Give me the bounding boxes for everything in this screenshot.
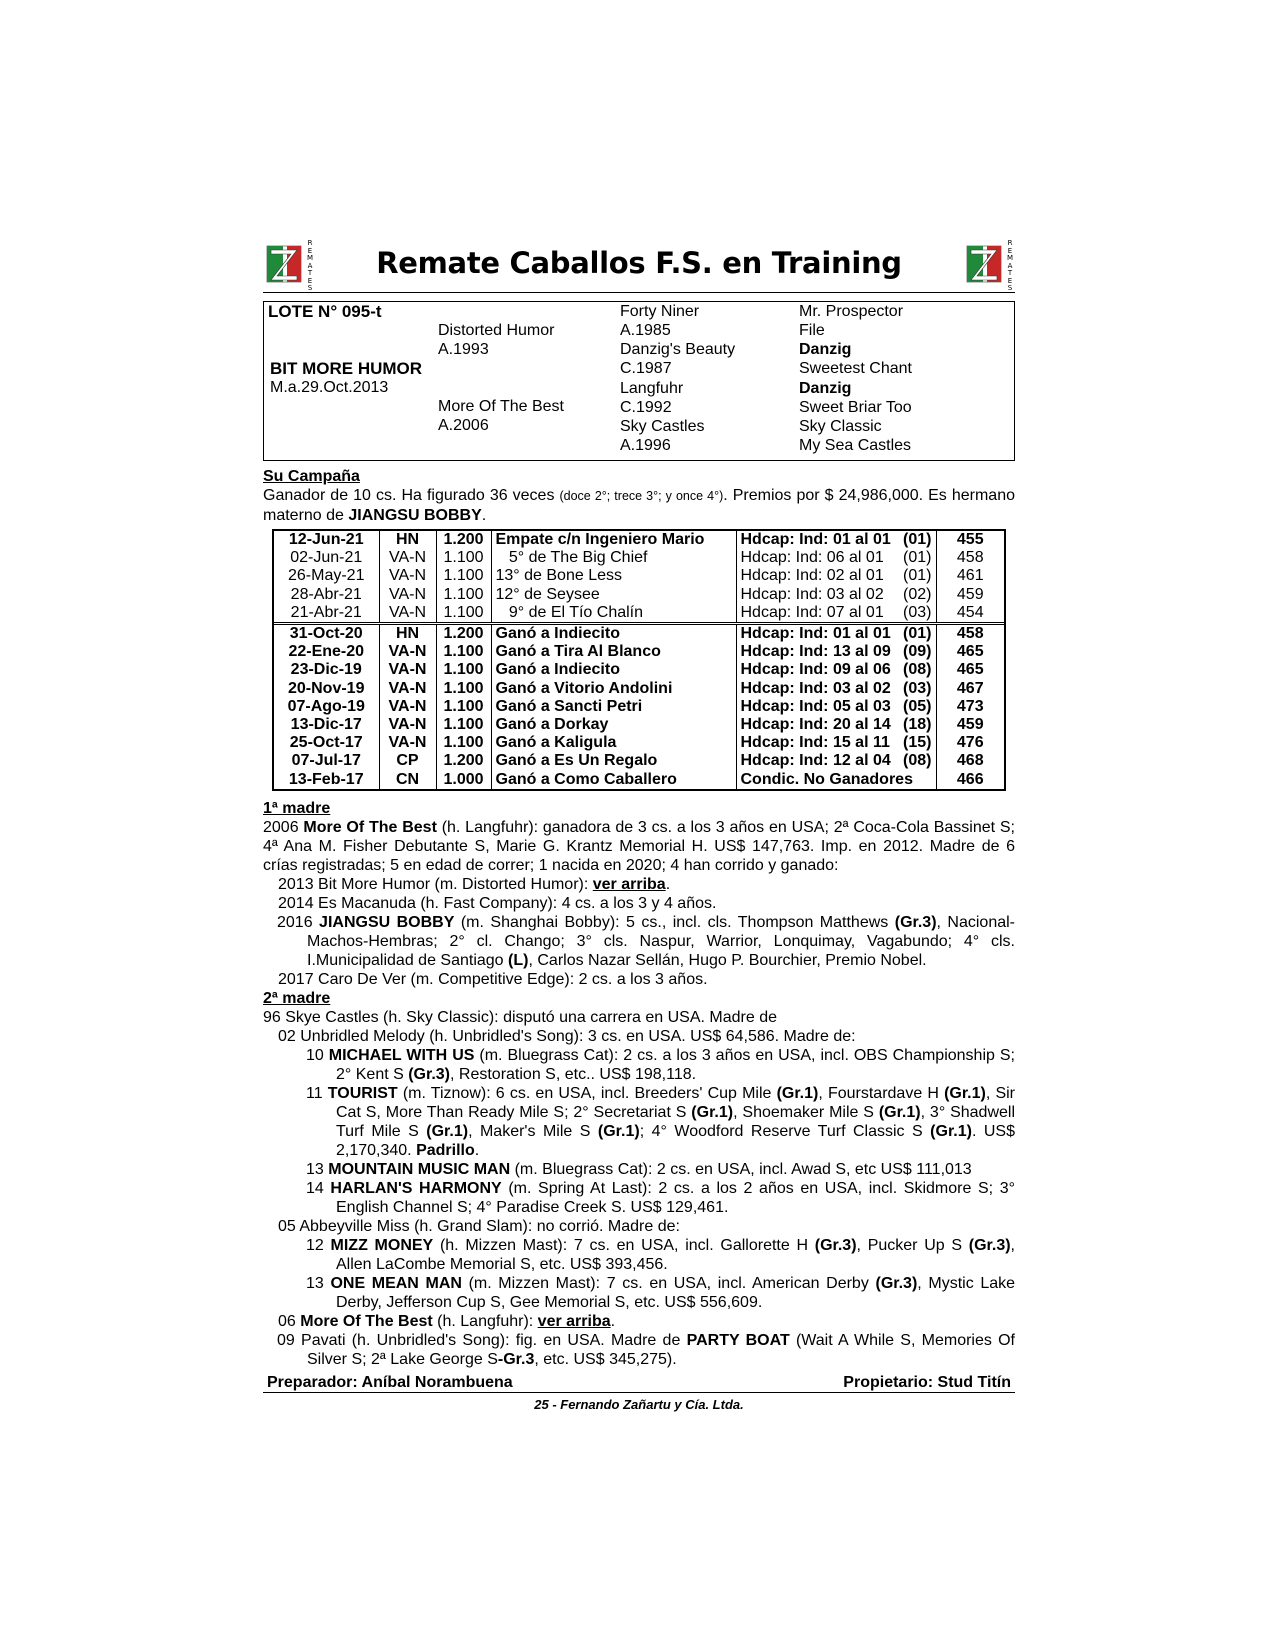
- race-condition: Hdcap: Ind: 06 al 01 (01): [736, 549, 936, 567]
- race-track: VA-N: [379, 567, 436, 585]
- sire-name: Distorted Humor: [438, 322, 555, 339]
- race-distance: 1.100: [436, 604, 491, 624]
- race-date: 13-Dic-17: [274, 716, 379, 734]
- race-track: VA-N: [379, 549, 436, 567]
- madre1-section: [263, 799, 1015, 989]
- lote-number: LOTE N° 095-t: [268, 302, 382, 321]
- race-condition: Hdcap: Ind: 01 al 01 (01): [736, 531, 936, 549]
- race-distance: 1.200: [436, 752, 491, 770]
- page-title: Remate Caballos F.S. en Training: [376, 246, 902, 280]
- race-distance: 1.100: [436, 716, 491, 734]
- race-row: [274, 734, 1004, 752]
- ped-c4: Sweet Briar Too: [799, 399, 912, 416]
- race-row: [274, 680, 1004, 698]
- page: [263, 240, 1015, 1412]
- madre2-a1: 02 Unbridled Melody (h. Unbridled's Song): 3 cs. en USA. US$ 64,586. Madre de:: [278, 1027, 856, 1045]
- race-row: [274, 531, 1004, 549]
- race-weight: 455: [956, 531, 984, 548]
- race-row: [274, 698, 1004, 716]
- race-date: 07-Ago-19: [274, 698, 379, 716]
- pedigree-box: [263, 301, 1015, 461]
- race-date: 07-Jul-17: [274, 752, 379, 770]
- madre2-a2: 05 Abbeyville Miss (h. Grand Slam): no corrió. Madre de:: [278, 1217, 680, 1235]
- race-distance: 1.100: [436, 734, 491, 752]
- ped-c3: A.1996: [620, 437, 671, 454]
- madre2-a1-4: 14 HARLAN'S HARMONY (m. Spring At Last): 2 cs. a los 2 años en USA, incl. Skidmore S; 3° English Channel S; 4° Paradise Creek S. US$ 129,461.: [306, 1179, 1016, 1216]
- race-row: [274, 643, 1004, 661]
- race-result: Ganó a Como Caballero: [491, 771, 736, 789]
- race-condition: Condic. No Ganadores: [736, 771, 936, 789]
- ped-c4: Sweetest Chant: [799, 360, 912, 377]
- race-row: [274, 752, 1004, 770]
- logo-text-left: R E M A T E S: [306, 239, 314, 292]
- ped-c3: Langfuhr: [620, 380, 684, 397]
- race-date: 28-Abr-21: [274, 586, 379, 604]
- race-track: VA-N: [379, 586, 436, 604]
- race-result: 5° de The Big Chief: [491, 549, 736, 567]
- madre1-l4: 2017 Caro De Ver (m. Competitive Edge): 2 cs. a los 3 años.: [278, 970, 708, 988]
- race-weight: 467: [956, 679, 984, 697]
- madre2-p1: 96 Skye Castles (h. Sky Classic): disputó una carrera en USA. Madre de: [263, 1008, 777, 1026]
- ped-c4: Sky Classic: [799, 418, 882, 435]
- race-condition: Hdcap: Ind: 09 al 06 (08): [736, 661, 936, 679]
- race-row: [274, 771, 1004, 789]
- madre2-a1-2: 11 TOURIST (m. Tiznow): 6 cs. en USA, incl. Breeders' Cup Mile (Gr.1), Fourstardave H (Gr.1), Sir Cat S, More Than Ready Mile S; 2° Secretariat S (Gr.1), Shoemaker Mile S (Gr.1), 3° Shadwell Turf Mile S (Gr.1), Maker's Mile S (Gr.1); 4° Woodford Reserve Turf Classic S (Gr.1). US$ 2,170,340. Padrillo.: [306, 1084, 1016, 1159]
- race-result: 13° de Bone Less: [491, 567, 736, 585]
- race-date: 21-Abr-21: [274, 604, 379, 624]
- race-date: 20-Nov-19: [274, 680, 379, 698]
- race-weight: 461: [956, 567, 984, 585]
- dam-year: A.2006: [438, 417, 489, 434]
- race-distance: 1.100: [436, 698, 491, 716]
- race-distance: 1.100: [436, 586, 491, 604]
- ped-c3: Forty Niner: [620, 303, 700, 320]
- race-date: 26-May-21: [274, 567, 379, 585]
- race-distance: 1.200: [436, 531, 491, 549]
- race-condition: Hdcap: Ind: 02 al 01 (01): [736, 567, 936, 585]
- race-result: Ganó a Indiecito: [491, 661, 736, 679]
- race-weight: 473: [956, 697, 984, 715]
- race-result: Ganó a Dorkay: [491, 716, 736, 734]
- race-track: VA-N: [379, 698, 436, 716]
- ped-c3: Danzig's Beauty: [620, 341, 736, 358]
- ped-c3: A.1985: [620, 322, 671, 339]
- race-result: 9° de El Tío Chalín: [491, 604, 736, 624]
- race-weight: 468: [956, 752, 984, 770]
- race-distance: 1.100: [436, 567, 491, 585]
- race-condition: Hdcap: Ind: 12 al 04 (08): [736, 752, 936, 770]
- madre1-l2: 2014 Es Macanuda (h. Fast Company): 4 cs. a los 3 y 4 años.: [278, 894, 717, 912]
- dam-name: More Of The Best: [438, 398, 564, 415]
- race-date: 22-Ene-20: [274, 643, 379, 661]
- race-distance: 1.100: [436, 643, 491, 661]
- ped-c3: Sky Castles: [620, 418, 705, 435]
- race-result: 12° de Seysee: [491, 586, 736, 604]
- race-row: [274, 624, 1004, 644]
- race-condition: Hdcap: Ind: 13 al 09 (09): [736, 643, 936, 661]
- page-footer: 25 - Fernando Zañartu y Cía. Ltda.: [534, 1396, 744, 1412]
- race-track: VA-N: [379, 734, 436, 752]
- race-track: HN: [379, 531, 436, 549]
- propietario: Propietario: Stud Titín: [843, 1373, 1011, 1391]
- race-weight: 454: [956, 603, 984, 621]
- header: [263, 240, 1015, 293]
- race-row: [274, 549, 1004, 567]
- race-condition: Hdcap: Ind: 07 al 01 (03): [736, 604, 936, 624]
- race-weight: 465: [956, 661, 984, 679]
- race-date: 12-Jun-21: [274, 531, 379, 549]
- race-track: VA-N: [379, 680, 436, 698]
- madre2-heading: 2ª madre: [263, 989, 331, 1007]
- race-distance: 1.100: [436, 661, 491, 679]
- race-track: CN: [379, 771, 436, 789]
- race-table: [272, 529, 1006, 791]
- race-weight: 458: [956, 549, 984, 567]
- race-result: Ganó a Es Un Regalo: [491, 752, 736, 770]
- ped-c4: My Sea Castles: [799, 437, 912, 454]
- madre2-a2-1: 12 MIZZ MONEY (h. Mizzen Mast): 7 cs. en USA, incl. Gallorette H (Gr.3), Pucker Up S (Gr.3), Allen LaCombe Memorial S, etc. US$ 393,456.: [306, 1236, 1015, 1273]
- race-result: Ganó a Kaligula: [491, 734, 736, 752]
- race-row: [274, 716, 1004, 734]
- race-track: CP: [379, 752, 436, 770]
- ped-c4: File: [799, 322, 825, 339]
- madre2-a1-1: 10 MICHAEL WITH US (m. Bluegrass Cat): 2 cs. a los 3 años en USA, incl. OBS Championship S; 2° Kent S (Gr.3), Restoration S, etc.. US$ 198,118.: [306, 1046, 1015, 1083]
- ped-c4: Mr. Prospector: [799, 303, 904, 320]
- race-result: Ganó a Tira Al Blanco: [491, 643, 736, 661]
- race-row: [274, 567, 1004, 585]
- horse-birth: M.a.29.Oct.2013: [270, 379, 389, 396]
- race-weight: 465: [956, 643, 984, 661]
- race-condition: Hdcap: Ind: 15 al 11 (15): [736, 734, 936, 752]
- race-distance: 1.200: [436, 624, 491, 644]
- race-track: VA-N: [379, 716, 436, 734]
- race-distance: 1.100: [436, 680, 491, 698]
- race-weight: 466: [956, 770, 984, 788]
- race-track: VA-N: [379, 661, 436, 679]
- race-condition: Hdcap: Ind: 01 al 01 (01): [736, 624, 936, 644]
- race-result: Ganó a Indiecito: [491, 624, 736, 644]
- remates-logo-right: [963, 239, 1015, 292]
- brother-name: JIANGSU BOBBY: [348, 507, 482, 524]
- race-distance: 1.000: [436, 771, 491, 789]
- race-track: VA-N: [379, 604, 436, 624]
- race-date: 23-Dic-19: [274, 661, 379, 679]
- logo-text-right: R E M A T E S: [1006, 239, 1014, 292]
- race-date: 25-Oct-17: [274, 734, 379, 752]
- madre2-a4: 09 Pavati (h. Unbridled's Song): fig. en USA. Madre de PARTY BOAT (Wait A While S, Memories Of Silver S; 2ª Lake George S-Gr.3, etc. US$ 345,275).: [277, 1331, 1016, 1368]
- ped-c4: Danzig: [799, 380, 852, 397]
- race-result: Ganó a Sancti Petri: [491, 698, 736, 716]
- race-result: Ganó a Vitorio Andolini: [491, 680, 736, 698]
- race-row: [274, 661, 1004, 679]
- madre1-l1: 2013 Bit More Humor (m. Distorted Humor): ver arriba.: [278, 875, 671, 893]
- campaign-heading: Su Campaña: [263, 468, 360, 485]
- madre1-l3: 2016 JIANGSU BOBBY (m. Shanghai Bobby): 5 cs., incl. cls. Thompson Matthews (Gr.3), Nacional-Machos-Hembras; 2° cl. Chango; 3° cls. Naspur, Warrior, Lonquimay, Vagabundo; 4° cls. I.Municipalidad de Santiago (L), Carlos Nazar Sellán, Hugo P. Bourchier, Premio Nobel.: [277, 913, 1016, 969]
- race-condition: Hdcap: Ind: 20 al 14 (18): [736, 716, 936, 734]
- race-weight: 459: [956, 585, 984, 603]
- race-date: 31-Oct-20: [274, 624, 379, 644]
- ped-c3: C.1992: [620, 399, 672, 416]
- race-condition: Hdcap: Ind: 03 al 02 (02): [736, 586, 936, 604]
- race-condition: Hdcap: Ind: 05 al 03 (05): [736, 698, 936, 716]
- madre2-a3: 06 More Of The Best (h. Langfuhr): ver arriba.: [278, 1312, 616, 1330]
- race-distance: 1.100: [436, 549, 491, 567]
- race-weight: 459: [956, 716, 984, 734]
- ped-c4: Danzig: [799, 341, 852, 358]
- horse-name: BIT MORE HUMOR: [270, 359, 423, 378]
- race-condition: Hdcap: Ind: 03 al 02 (03): [736, 680, 936, 698]
- footer-bar: [263, 1371, 1015, 1393]
- preparador: Preparador: Aníbal Norambuena: [267, 1373, 513, 1391]
- race-track: HN: [379, 624, 436, 644]
- race-date: 13-Feb-17: [274, 771, 379, 789]
- race-weight: 476: [956, 734, 984, 752]
- madre2-a1-3: 13 MOUNTAIN MUSIC MAN (m. Bluegrass Cat): 2 cs. en USA, incl. Awad S, etc US$ 111,013: [306, 1160, 972, 1178]
- race-date: 02-Jun-21: [274, 549, 379, 567]
- madre1-heading: 1ª madre: [263, 799, 331, 817]
- sire-year: A.1993: [438, 341, 489, 358]
- madre2-section: [263, 989, 1015, 1369]
- campaign-section: [263, 467, 1015, 525]
- race-track: VA-N: [379, 643, 436, 661]
- madre1-p1: 2006 More Of The Best (h. Langfuhr): ganadora de 3 cs. a los 3 años en USA; 2ª Coca-Cola Bassinet S; 4ª Ana M. Fisher Debutante S, Marie G. Krantz Memorial H. US$ 147,763. Imp. en 2012. Madre de 6 crías registradas; 5 en edad de correr; 1 nacida en 2020; 4 han corrido y ganado:: [263, 818, 1015, 874]
- race-weight: 458: [936, 624, 1004, 644]
- ped-c3: C.1987: [620, 360, 672, 377]
- campaign-text: Ganador de 10 cs. Ha figurado 36 veces (doce 2°; trece 3°; y once 4°). Premios por $ 24,986,000. Es hermano materno de JIANGSU BOBBY.: [263, 487, 1015, 524]
- race-result: Empate c/n Ingeniero Mario: [491, 531, 736, 549]
- madre2-a2-2: 13 ONE MEAN MAN (m. Mizzen Mast): 7 cs. en USA, incl. American Derby (Gr.3), Mystic Lake Derby, Jefferson Cup S, Gee Memorial S, etc. US$ 556,609.: [306, 1274, 1016, 1311]
- race-row: [274, 586, 1004, 604]
- race-row: [274, 604, 1004, 624]
